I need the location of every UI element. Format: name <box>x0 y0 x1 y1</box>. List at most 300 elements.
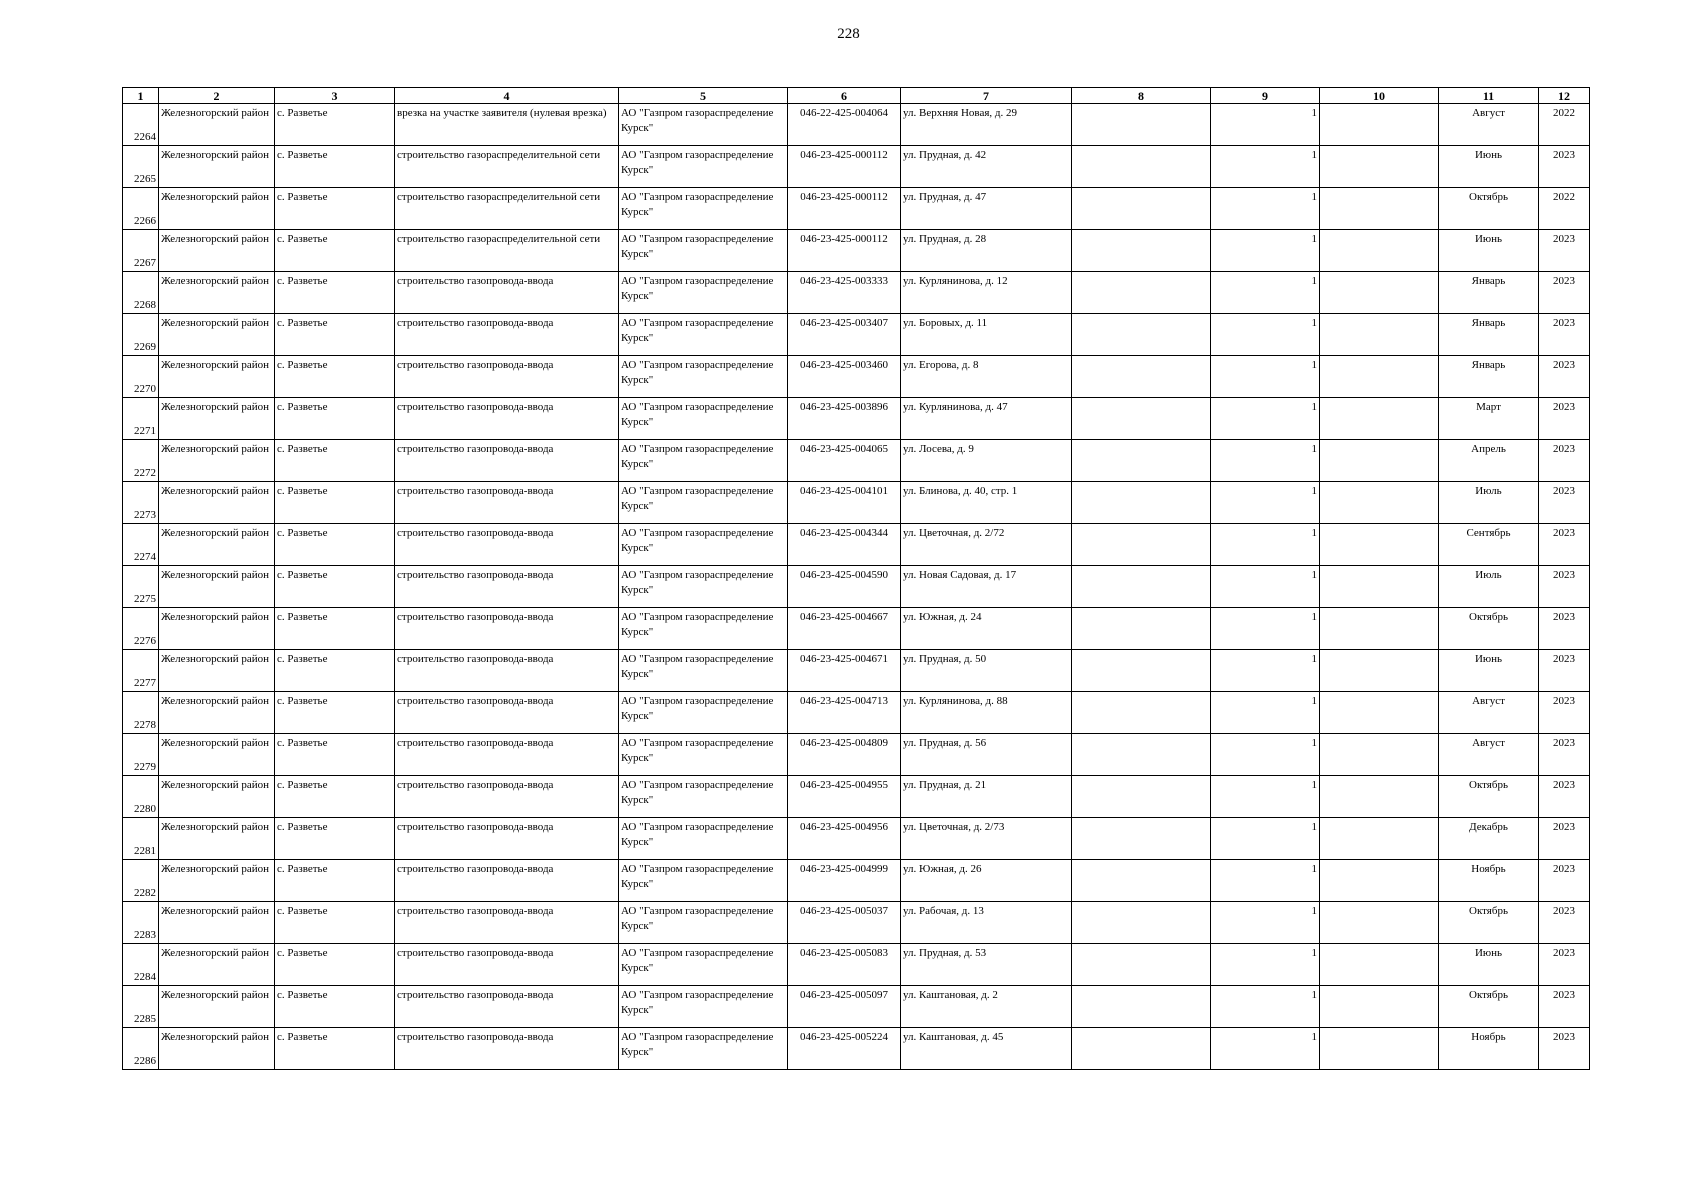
row-number: 2265 <box>123 146 159 188</box>
column-9-cell: 1 <box>1211 860 1320 902</box>
address-cell: ул. Прудная, д. 53 <box>901 944 1072 986</box>
district-cell: Железногорский район <box>159 524 275 566</box>
application-code-cell: 046-23-425-003460 <box>788 356 901 398</box>
work-type-cell: строительство газопровода-ввода <box>395 608 619 650</box>
address-cell: ул. Прудная, д. 21 <box>901 776 1072 818</box>
address-cell: ул. Южная, д. 26 <box>901 860 1072 902</box>
month-cell: Октябрь <box>1439 776 1539 818</box>
settlement-cell: с. Разветье <box>275 356 395 398</box>
organization-cell: АО "Газпром газораспределение Курск" <box>619 524 788 566</box>
row-number: 2273 <box>123 482 159 524</box>
row-number: 2271 <box>123 398 159 440</box>
row-number: 2276 <box>123 608 159 650</box>
work-type-cell: строительство газопровода-ввода <box>395 1028 619 1070</box>
table-row <box>123 902 1590 944</box>
row-number: 2286 <box>123 1028 159 1070</box>
application-code-cell: 046-23-425-004344 <box>788 524 901 566</box>
year-cell: 2023 <box>1539 230 1590 272</box>
year-cell: 2023 <box>1539 566 1590 608</box>
district-cell: Железногорский район <box>159 356 275 398</box>
month-cell: Июнь <box>1439 650 1539 692</box>
district-cell: Железногорский район <box>159 944 275 986</box>
column-8-cell <box>1072 650 1211 692</box>
column-10-cell <box>1320 902 1439 944</box>
column-9-cell: 1 <box>1211 440 1320 482</box>
application-code-cell: 046-23-425-004671 <box>788 650 901 692</box>
column-8-cell <box>1072 776 1211 818</box>
organization-cell: АО "Газпром газораспределение Курск" <box>619 986 788 1028</box>
organization-cell: АО "Газпром газораспределение Курск" <box>619 902 788 944</box>
column-9-cell: 1 <box>1211 188 1320 230</box>
district-cell: Железногорский район <box>159 608 275 650</box>
column-9-cell: 1 <box>1211 356 1320 398</box>
table-row <box>123 986 1590 1028</box>
table-row <box>123 524 1590 566</box>
column-8-cell <box>1072 230 1211 272</box>
year-cell: 2023 <box>1539 860 1590 902</box>
settlement-cell: с. Разветье <box>275 230 395 272</box>
column-10-cell <box>1320 356 1439 398</box>
organization-cell: АО "Газпром газораспределение Курск" <box>619 272 788 314</box>
column-8-cell <box>1072 104 1211 146</box>
table-row <box>123 776 1590 818</box>
row-number: 2275 <box>123 566 159 608</box>
column-9-cell: 1 <box>1211 230 1320 272</box>
column-header-12: 12 <box>1539 88 1590 104</box>
settlement-cell: с. Разветье <box>275 440 395 482</box>
organization-cell: АО "Газпром газораспределение Курск" <box>619 482 788 524</box>
settlement-cell: с. Разветье <box>275 398 395 440</box>
settlement-cell: с. Разветье <box>275 272 395 314</box>
column-10-cell <box>1320 692 1439 734</box>
column-10-cell <box>1320 440 1439 482</box>
column-10-cell <box>1320 566 1439 608</box>
application-code-cell: 046-23-425-003407 <box>788 314 901 356</box>
table-row <box>123 482 1590 524</box>
column-10-cell <box>1320 104 1439 146</box>
district-cell: Железногорский район <box>159 776 275 818</box>
address-cell: ул. Верхняя Новая, д. 29 <box>901 104 1072 146</box>
organization-cell: АО "Газпром газораспределение Курск" <box>619 398 788 440</box>
application-code-cell: 046-23-425-004999 <box>788 860 901 902</box>
column-10-cell <box>1320 734 1439 776</box>
settlement-cell: с. Разветье <box>275 146 395 188</box>
settlement-cell: с. Разветье <box>275 650 395 692</box>
row-number: 2266 <box>123 188 159 230</box>
table-row <box>123 1028 1590 1070</box>
table-row <box>123 104 1590 146</box>
address-cell: ул. Прудная, д. 28 <box>901 230 1072 272</box>
address-cell: ул. Курлянинова, д. 12 <box>901 272 1072 314</box>
address-cell: ул. Прудная, д. 50 <box>901 650 1072 692</box>
column-9-cell: 1 <box>1211 734 1320 776</box>
work-type-cell: строительство газопровода-ввода <box>395 482 619 524</box>
organization-cell: АО "Газпром газораспределение Курск" <box>619 650 788 692</box>
row-number: 2278 <box>123 692 159 734</box>
column-header-4: 4 <box>395 88 619 104</box>
district-cell: Железногорский район <box>159 650 275 692</box>
row-number: 2269 <box>123 314 159 356</box>
column-10-cell <box>1320 650 1439 692</box>
page-number: 228 <box>837 26 860 42</box>
column-header-7: 7 <box>901 88 1072 104</box>
address-cell: ул. Прудная, д. 56 <box>901 734 1072 776</box>
table-row <box>123 734 1590 776</box>
district-cell: Железногорский район <box>159 398 275 440</box>
organization-cell: АО "Газпром газораспределение Курск" <box>619 692 788 734</box>
column-9-cell: 1 <box>1211 566 1320 608</box>
column-8-cell <box>1072 944 1211 986</box>
year-cell: 2023 <box>1539 986 1590 1028</box>
month-cell: Июль <box>1439 482 1539 524</box>
month-cell: Июнь <box>1439 146 1539 188</box>
column-8-cell <box>1072 188 1211 230</box>
column-9-cell: 1 <box>1211 650 1320 692</box>
table-row <box>123 188 1590 230</box>
column-9-cell: 1 <box>1211 986 1320 1028</box>
year-cell: 2023 <box>1539 314 1590 356</box>
year-cell: 2022 <box>1539 104 1590 146</box>
column-header-5: 5 <box>619 88 788 104</box>
application-code-cell: 046-23-425-004955 <box>788 776 901 818</box>
column-8-cell <box>1072 818 1211 860</box>
year-cell: 2023 <box>1539 944 1590 986</box>
settlement-cell: с. Разветье <box>275 692 395 734</box>
district-cell: Железногорский район <box>159 860 275 902</box>
application-code-cell: 046-23-425-000112 <box>788 230 901 272</box>
work-type-cell: строительство газопровода-ввода <box>395 440 619 482</box>
column-header-3: 3 <box>275 88 395 104</box>
district-cell: Железногорский район <box>159 692 275 734</box>
settlement-cell: с. Разветье <box>275 566 395 608</box>
column-9-cell: 1 <box>1211 776 1320 818</box>
header-row <box>123 88 1590 104</box>
work-type-cell: строительство газопровода-ввода <box>395 650 619 692</box>
address-cell: ул. Цветочная, д. 2/73 <box>901 818 1072 860</box>
application-code-cell: 046-23-425-004713 <box>788 692 901 734</box>
year-cell: 2023 <box>1539 482 1590 524</box>
column-10-cell <box>1320 944 1439 986</box>
application-code-cell: 046-23-425-005224 <box>788 1028 901 1070</box>
work-type-cell: строительство газопровода-ввода <box>395 566 619 608</box>
district-cell: Железногорский район <box>159 986 275 1028</box>
work-type-cell: строительство газораспределительной сети <box>395 146 619 188</box>
column-header-9: 9 <box>1211 88 1320 104</box>
application-code-cell: 046-22-425-004064 <box>788 104 901 146</box>
year-cell: 2023 <box>1539 398 1590 440</box>
month-cell: Октябрь <box>1439 986 1539 1028</box>
settlement-cell: с. Разветье <box>275 902 395 944</box>
settlement-cell: с. Разветье <box>275 1028 395 1070</box>
row-number: 2281 <box>123 818 159 860</box>
work-type-cell: строительство газораспределительной сети <box>395 230 619 272</box>
settlement-cell: с. Разветье <box>275 188 395 230</box>
column-8-cell <box>1072 860 1211 902</box>
year-cell: 2023 <box>1539 776 1590 818</box>
column-8-cell <box>1072 314 1211 356</box>
table-row <box>123 356 1590 398</box>
district-cell: Железногорский район <box>159 272 275 314</box>
table-row <box>123 944 1590 986</box>
work-type-cell: строительство газопровода-ввода <box>395 356 619 398</box>
month-cell: Октябрь <box>1439 608 1539 650</box>
column-9-cell: 1 <box>1211 146 1320 188</box>
table-row <box>123 272 1590 314</box>
work-type-cell: строительство газопровода-ввода <box>395 986 619 1028</box>
address-cell: ул. Лосева, д. 9 <box>901 440 1072 482</box>
month-cell: Октябрь <box>1439 902 1539 944</box>
application-code-cell: 046-23-425-004101 <box>788 482 901 524</box>
work-type-cell: строительство газопровода-ввода <box>395 398 619 440</box>
table-body <box>123 104 1590 1070</box>
organization-cell: АО "Газпром газораспределение Курск" <box>619 860 788 902</box>
row-number: 2264 <box>123 104 159 146</box>
work-type-cell: строительство газопровода-ввода <box>395 818 619 860</box>
year-cell: 2023 <box>1539 818 1590 860</box>
month-cell: Декабрь <box>1439 818 1539 860</box>
table-row <box>123 692 1590 734</box>
work-type-cell: строительство газопровода-ввода <box>395 524 619 566</box>
month-cell: Ноябрь <box>1439 1028 1539 1070</box>
application-code-cell: 046-23-425-005037 <box>788 902 901 944</box>
table-row <box>123 440 1590 482</box>
row-number: 2284 <box>123 944 159 986</box>
settlement-cell: с. Разветье <box>275 818 395 860</box>
month-cell: Август <box>1439 692 1539 734</box>
address-cell: ул. Рабочая, д. 13 <box>901 902 1072 944</box>
column-8-cell <box>1072 902 1211 944</box>
application-code-cell: 046-23-425-000112 <box>788 188 901 230</box>
month-cell: Август <box>1439 104 1539 146</box>
column-9-cell: 1 <box>1211 944 1320 986</box>
column-10-cell <box>1320 1028 1439 1070</box>
settlement-cell: с. Разветье <box>275 986 395 1028</box>
year-cell: 2023 <box>1539 356 1590 398</box>
year-cell: 2023 <box>1539 272 1590 314</box>
column-9-cell: 1 <box>1211 692 1320 734</box>
application-code-cell: 046-23-425-005097 <box>788 986 901 1028</box>
table-row <box>123 608 1590 650</box>
column-8-cell <box>1072 440 1211 482</box>
application-code-cell: 046-23-425-004809 <box>788 734 901 776</box>
column-10-cell <box>1320 272 1439 314</box>
column-8-cell <box>1072 566 1211 608</box>
month-cell: Июнь <box>1439 230 1539 272</box>
application-code-cell: 046-23-425-000112 <box>788 146 901 188</box>
settlement-cell: с. Разветье <box>275 104 395 146</box>
settlement-cell: с. Разветье <box>275 776 395 818</box>
row-number: 2268 <box>123 272 159 314</box>
district-cell: Железногорский район <box>159 566 275 608</box>
settlement-cell: с. Разветье <box>275 482 395 524</box>
column-9-cell: 1 <box>1211 818 1320 860</box>
work-type-cell: строительство газопровода-ввода <box>395 272 619 314</box>
registry-table <box>122 87 1590 1070</box>
organization-cell: АО "Газпром газораспределение Курск" <box>619 440 788 482</box>
district-cell: Железногорский район <box>159 146 275 188</box>
district-cell: Железногорский район <box>159 482 275 524</box>
column-9-cell: 1 <box>1211 398 1320 440</box>
address-cell: ул. Новая Садовая, д. 17 <box>901 566 1072 608</box>
column-10-cell <box>1320 398 1439 440</box>
column-9-cell: 1 <box>1211 1028 1320 1070</box>
column-header-1: 1 <box>123 88 159 104</box>
organization-cell: АО "Газпром газораспределение Курск" <box>619 356 788 398</box>
year-cell: 2023 <box>1539 440 1590 482</box>
work-type-cell: строительство газопровода-ввода <box>395 314 619 356</box>
application-code-cell: 046-23-425-003896 <box>788 398 901 440</box>
settlement-cell: с. Разветье <box>275 944 395 986</box>
address-cell: ул. Каштановая, д. 45 <box>901 1028 1072 1070</box>
year-cell: 2023 <box>1539 902 1590 944</box>
table-row <box>123 146 1590 188</box>
column-8-cell <box>1072 356 1211 398</box>
column-10-cell <box>1320 860 1439 902</box>
application-code-cell: 046-23-425-005083 <box>788 944 901 986</box>
column-8-cell <box>1072 146 1211 188</box>
year-cell: 2023 <box>1539 650 1590 692</box>
month-cell: Сентябрь <box>1439 524 1539 566</box>
column-10-cell <box>1320 776 1439 818</box>
column-9-cell: 1 <box>1211 902 1320 944</box>
month-cell: Январь <box>1439 314 1539 356</box>
district-cell: Железногорский район <box>159 188 275 230</box>
address-cell: ул. Прудная, д. 42 <box>901 146 1072 188</box>
year-cell: 2023 <box>1539 692 1590 734</box>
address-cell: ул. Егорова, д. 8 <box>901 356 1072 398</box>
address-cell: ул. Цветочная, д. 2/72 <box>901 524 1072 566</box>
month-cell: Январь <box>1439 356 1539 398</box>
year-cell: 2023 <box>1539 524 1590 566</box>
work-type-cell: строительство газопровода-ввода <box>395 776 619 818</box>
row-number: 2272 <box>123 440 159 482</box>
column-10-cell <box>1320 146 1439 188</box>
column-header-8: 8 <box>1072 88 1211 104</box>
column-header-10: 10 <box>1320 88 1439 104</box>
column-10-cell <box>1320 188 1439 230</box>
application-code-cell: 046-23-425-004065 <box>788 440 901 482</box>
month-cell: Март <box>1439 398 1539 440</box>
column-8-cell <box>1072 1028 1211 1070</box>
column-10-cell <box>1320 986 1439 1028</box>
row-number: 2283 <box>123 902 159 944</box>
address-cell: ул. Каштановая, д. 2 <box>901 986 1072 1028</box>
organization-cell: АО "Газпром газораспределение Курск" <box>619 104 788 146</box>
district-cell: Железногорский район <box>159 902 275 944</box>
district-cell: Железногорский район <box>159 1028 275 1070</box>
work-type-cell: строительство газопровода-ввода <box>395 860 619 902</box>
column-header-11: 11 <box>1439 88 1539 104</box>
month-cell: Ноябрь <box>1439 860 1539 902</box>
work-type-cell: строительство газопровода-ввода <box>395 902 619 944</box>
column-header-2: 2 <box>159 88 275 104</box>
row-number: 2285 <box>123 986 159 1028</box>
application-code-cell: 046-23-425-004667 <box>788 608 901 650</box>
address-cell: ул. Южная, д. 24 <box>901 608 1072 650</box>
address-cell: ул. Курлянинова, д. 47 <box>901 398 1072 440</box>
table-header <box>123 88 1590 104</box>
address-cell: ул. Курлянинова, д. 88 <box>901 692 1072 734</box>
column-10-cell <box>1320 818 1439 860</box>
address-cell: ул. Боровых, д. 11 <box>901 314 1072 356</box>
column-8-cell <box>1072 986 1211 1028</box>
column-8-cell <box>1072 482 1211 524</box>
column-10-cell <box>1320 524 1439 566</box>
month-cell: Июнь <box>1439 944 1539 986</box>
row-number: 2267 <box>123 230 159 272</box>
organization-cell: АО "Газпром газораспределение Курск" <box>619 944 788 986</box>
month-cell: Октябрь <box>1439 188 1539 230</box>
district-cell: Железногорский район <box>159 440 275 482</box>
settlement-cell: с. Разветье <box>275 734 395 776</box>
organization-cell: АО "Газпром газораспределение Курск" <box>619 230 788 272</box>
organization-cell: АО "Газпром газораспределение Курск" <box>619 776 788 818</box>
year-cell: 2023 <box>1539 1028 1590 1070</box>
settlement-cell: с. Разветье <box>275 608 395 650</box>
month-cell: Апрель <box>1439 440 1539 482</box>
row-number: 2277 <box>123 650 159 692</box>
district-cell: Железногорский район <box>159 104 275 146</box>
organization-cell: АО "Газпром газораспределение Курск" <box>619 608 788 650</box>
column-8-cell <box>1072 734 1211 776</box>
address-cell: ул. Прудная, д. 47 <box>901 188 1072 230</box>
column-10-cell <box>1320 482 1439 524</box>
organization-cell: АО "Газпром газораспределение Курск" <box>619 1028 788 1070</box>
month-cell: Август <box>1439 734 1539 776</box>
month-cell: Январь <box>1439 272 1539 314</box>
column-header-6: 6 <box>788 88 901 104</box>
work-type-cell: строительство газопровода-ввода <box>395 734 619 776</box>
table-row <box>123 650 1590 692</box>
organization-cell: АО "Газпром газораспределение Курск" <box>619 734 788 776</box>
row-number: 2274 <box>123 524 159 566</box>
work-type-cell: строительство газопровода-ввода <box>395 692 619 734</box>
column-9-cell: 1 <box>1211 608 1320 650</box>
column-9-cell: 1 <box>1211 482 1320 524</box>
row-number: 2282 <box>123 860 159 902</box>
column-9-cell: 1 <box>1211 272 1320 314</box>
district-cell: Железногорский район <box>159 314 275 356</box>
district-cell: Железногорский район <box>159 230 275 272</box>
work-type-cell: строительство газораспределительной сети <box>395 188 619 230</box>
organization-cell: АО "Газпром газораспределение Курск" <box>619 818 788 860</box>
district-cell: Железногорский район <box>159 818 275 860</box>
organization-cell: АО "Газпром газораспределение Курск" <box>619 188 788 230</box>
column-8-cell <box>1072 524 1211 566</box>
address-cell: ул. Блинова, д. 40, стр. 1 <box>901 482 1072 524</box>
organization-cell: АО "Газпром газораспределение Курск" <box>619 566 788 608</box>
column-9-cell: 1 <box>1211 314 1320 356</box>
table-row <box>123 860 1590 902</box>
year-cell: 2023 <box>1539 734 1590 776</box>
application-code-cell: 046-23-425-003333 <box>788 272 901 314</box>
month-cell: Июль <box>1439 566 1539 608</box>
organization-cell: АО "Газпром газораспределение Курск" <box>619 146 788 188</box>
application-code-cell: 046-23-425-004956 <box>788 818 901 860</box>
table-row <box>123 566 1590 608</box>
table-row <box>123 230 1590 272</box>
year-cell: 2023 <box>1539 608 1590 650</box>
column-9-cell: 1 <box>1211 524 1320 566</box>
work-type-cell: строительство газопровода-ввода <box>395 944 619 986</box>
column-8-cell <box>1072 692 1211 734</box>
column-9-cell: 1 <box>1211 104 1320 146</box>
settlement-cell: с. Разветье <box>275 524 395 566</box>
row-number: 2279 <box>123 734 159 776</box>
application-code-cell: 046-23-425-004590 <box>788 566 901 608</box>
row-number: 2280 <box>123 776 159 818</box>
column-10-cell <box>1320 230 1439 272</box>
